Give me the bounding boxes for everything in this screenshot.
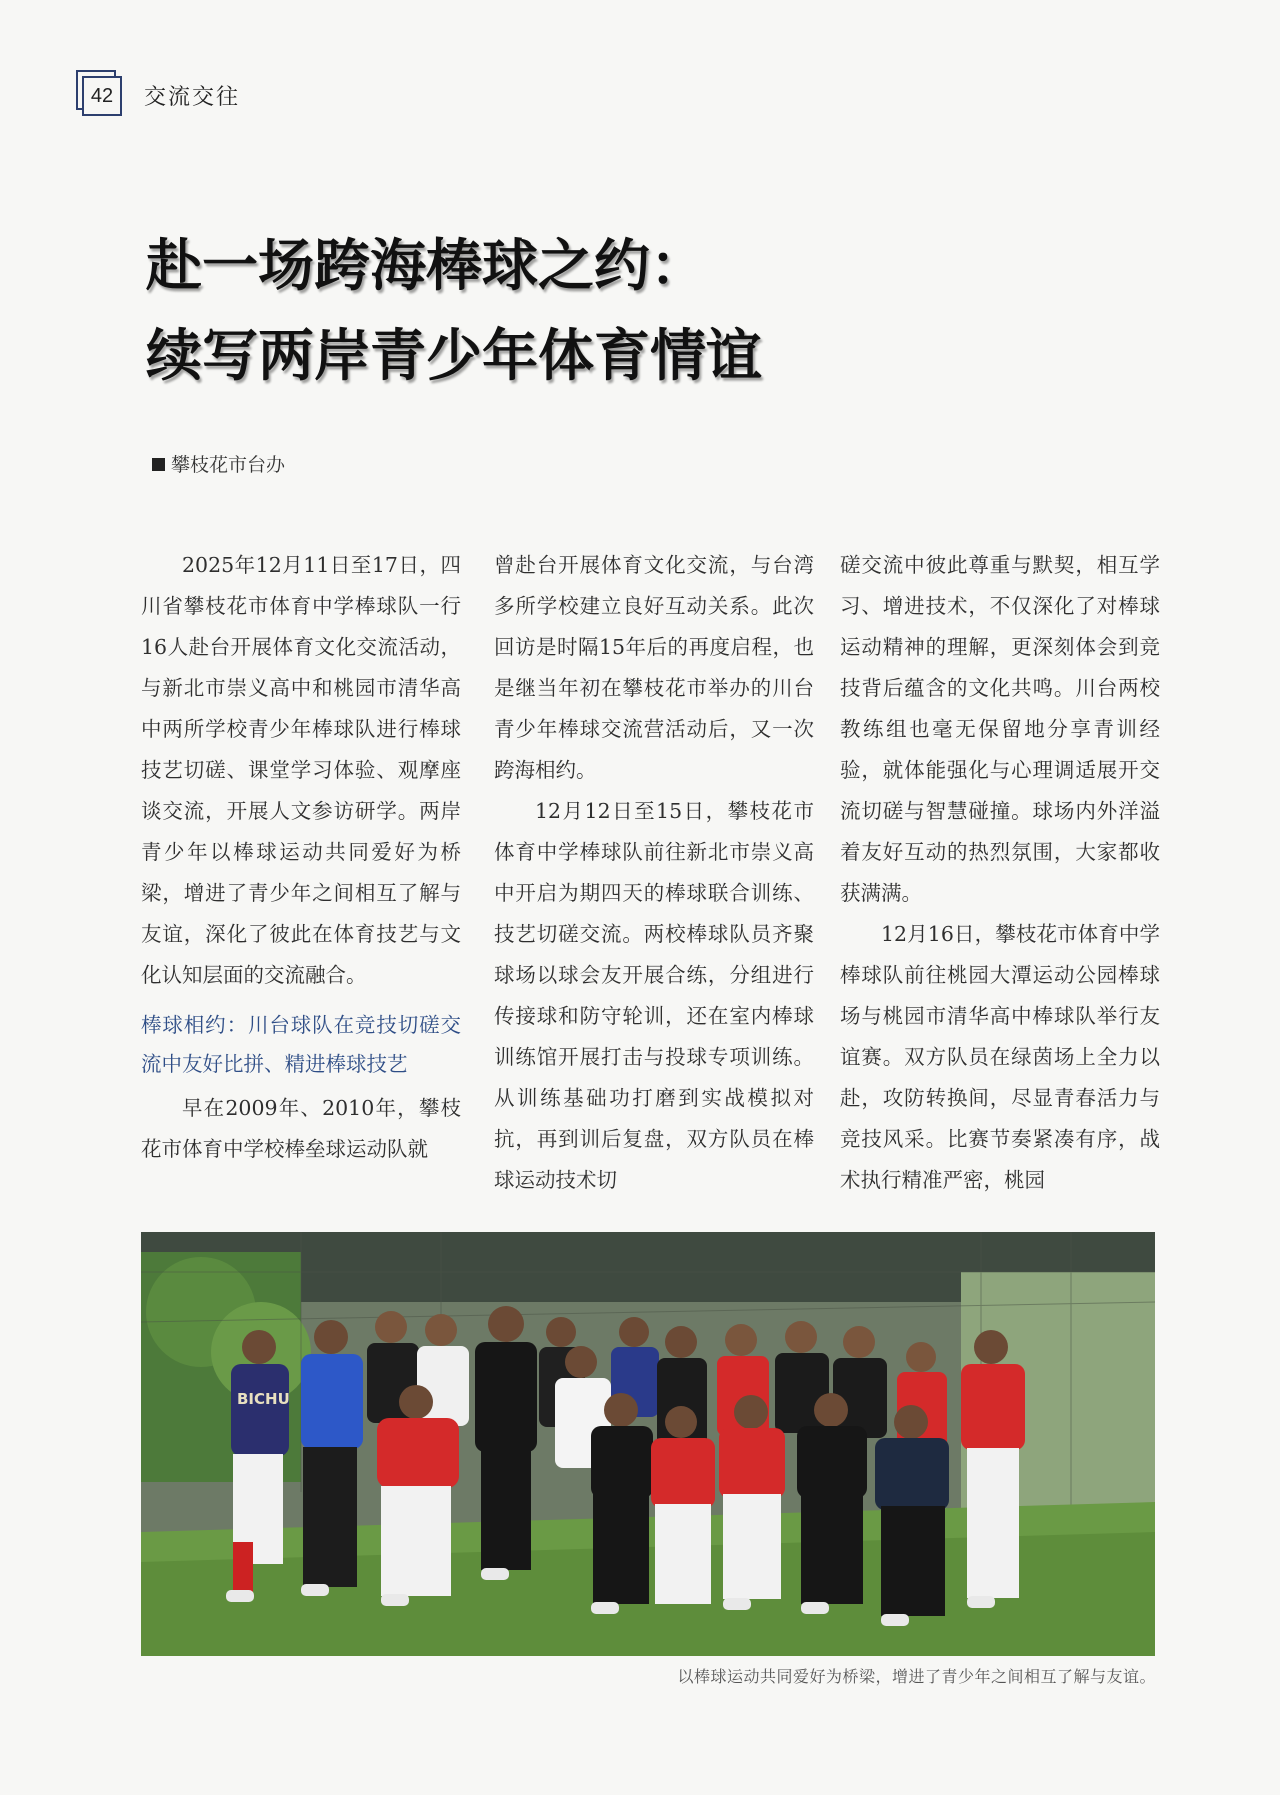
title-line-1: 赴一场跨海棒球之约：	[146, 234, 706, 299]
title-line-2: 续写两岸青少年体育情谊	[146, 324, 762, 389]
text-column-3	[840, 545, 1160, 1201]
paragraph: 磋交流中彼此尊重与默契，相互学习、增进技术，不仅深化了对棒球运动精神的理解，更深刻体会到竞技背后蕴含的文化共鸣。川台两校教练组也毫无保留地分享青训经验，就体能强化与心理调适展开交流切磋与智慧碰撞。球场内外洋溢着友好互动的热烈氛围，大家都收获满满。	[840, 553, 1160, 905]
paragraph: 早在2009年、2010年，攀枝花市体育中学校棒垒球运动队就	[141, 1096, 461, 1161]
text-column-2	[494, 545, 814, 1201]
section-name: 交流交往	[144, 85, 241, 110]
page-number: 42	[82, 76, 122, 116]
jersey-text: BICHU	[237, 1390, 290, 1408]
article-title	[146, 222, 762, 402]
paragraph: 12月12日至15日，攀枝花市体育中学棒球队前往新北市崇义高中开启为期四天的棒球联合训练、技艺切磋交流。两校棒球队员齐聚球场以球会友开展合练，分组进行传接球和防守轮训，还在室内棒球训练馆开展打击与投球专项训练。从训练基础功打磨到实战模拟对抗，再到训后复盘，双方队员在棒球运动技术切	[494, 799, 814, 1192]
page-number-badge	[76, 70, 120, 114]
team-photo	[141, 1232, 1155, 1656]
author-name: 攀枝花市台办	[171, 454, 286, 476]
paragraph: 12月16日，攀枝花市体育中学棒球队前往桃园大潭运动公园棒球场与桃园市清华高中棒球队举行友谊赛。双方队员在绿茵场上全力以赴，攻防转换间，尽显青春活力与竞技风采。比赛节奏紧凑有序，战术执行精准严密，桃园	[840, 922, 1160, 1192]
section-subheading: 棒球相约：川台球队在竞技切磋交流中友好比拼、精进棒球技艺	[141, 1013, 461, 1076]
photo-caption: 以棒球运动共同爱好为桥梁，增进了青少年之间相互了解与友谊。	[677, 1667, 1156, 1686]
paragraph: 曾赴台开展体育文化交流，与台湾多所学校建立良好互动关系。此次回访是时隔15年后的再度启程，也是继当年初在攀枝花市举办的川台青少年棒球交流营活动后，又一次跨海相约。	[494, 553, 814, 782]
text-column-1	[141, 545, 461, 1170]
author-line	[152, 450, 285, 477]
team-photo-illustration	[141, 1232, 1155, 1656]
paragraph: 2025年12月11日至17日，四川省攀枝花市体育中学棒球队一行16人赴台开展体育文化交流活动，与新北市崇义高中和桃园市清华高中两所学校青少年棒球队进行棒球技艺切磋、课堂学习体验、观摩座谈交流，开展人文参访研学。两岸青少年以棒球运动共同爱好为桥梁，增进了青少年之间相互了解与友谊，深化了彼此在体育技艺与文化认知层面的交流融合。	[141, 553, 461, 987]
author-square-icon	[152, 458, 165, 471]
